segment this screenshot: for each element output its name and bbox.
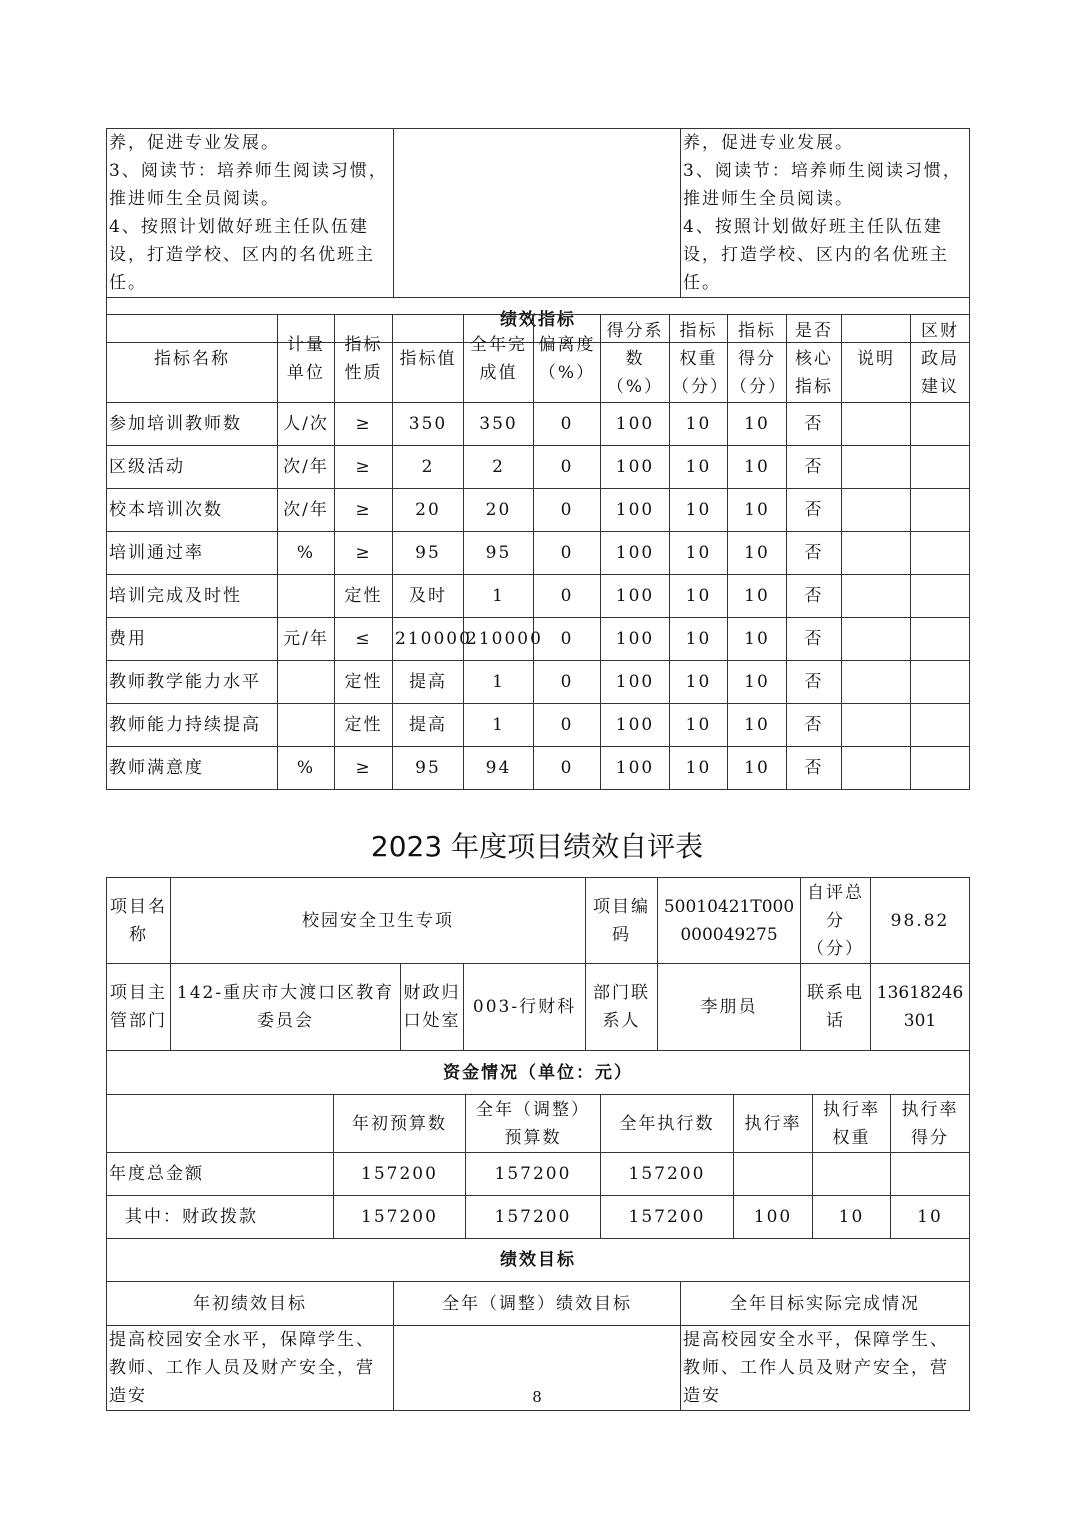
- table-cell: 100: [601, 532, 670, 575]
- office: 003-行财科: [464, 964, 586, 1051]
- column-header: 全年（调整）预算数: [466, 1095, 601, 1153]
- table-cell: 培训完成及时性: [107, 575, 278, 618]
- table-cell: [911, 403, 970, 446]
- table-cell: [842, 747, 911, 790]
- table-cell: [842, 661, 911, 704]
- table-cell: 157200: [334, 1153, 466, 1196]
- table-cell: 次/年: [278, 446, 335, 489]
- table-cell: [842, 704, 911, 747]
- table-cell: 210000: [393, 618, 464, 661]
- goal-initial-text: 养，促进专业发展。 3、阅读节：培养师生阅读习惯，推进师生全员阅读。 4、按照计划做好班主任队伍建设，打造学校、区内的名优班主任。: [107, 129, 394, 298]
- table-cell: 10: [670, 532, 728, 575]
- table-cell: [278, 704, 335, 747]
- indicators-table: [106, 314, 970, 790]
- table-cell: 否: [787, 403, 842, 446]
- table-cell: 100: [601, 661, 670, 704]
- dept: 142-重庆市大渡口区教育委员会: [171, 964, 401, 1051]
- table-cell: 10: [813, 1196, 891, 1239]
- table-cell: 10: [728, 618, 787, 661]
- table-cell: 年度总金额: [107, 1153, 334, 1196]
- goal-actual-text: 养，促进专业发展。 3、阅读节：培养师生阅读习惯，推进师生全员阅读。 4、按照计划做好班主任队伍建设，打造学校、区内的名优班主任。: [681, 129, 970, 298]
- table-cell: [911, 704, 970, 747]
- goals-header: 全年目标实际完成情况: [681, 1282, 970, 1326]
- table-row: [107, 489, 970, 532]
- phone: 13618246301: [871, 964, 970, 1051]
- table-cell: 否: [787, 704, 842, 747]
- table-cell: 157200: [334, 1196, 466, 1239]
- form-title: 2023 年度项目绩效自评表: [370, 830, 704, 863]
- table-cell: 20: [393, 489, 464, 532]
- table-cell: ≥: [335, 532, 393, 575]
- project-code: 50010421T000000049275: [658, 878, 801, 964]
- table-row: [107, 446, 970, 489]
- table-cell: 10: [728, 661, 787, 704]
- table-cell: 10: [670, 446, 728, 489]
- table-cell: ≥: [335, 489, 393, 532]
- table-cell: 10: [670, 618, 728, 661]
- indicators-section-header: 绩效指标: [107, 298, 970, 343]
- table-cell: 0: [534, 489, 601, 532]
- table-cell: [278, 575, 335, 618]
- table-cell: 10: [670, 661, 728, 704]
- goals-header: 全年（调整）绩效目标: [394, 1282, 681, 1326]
- table-row: [107, 747, 970, 790]
- table-cell: 95: [393, 747, 464, 790]
- table-cell: 其中：财政拨款: [107, 1196, 334, 1239]
- table-cell: %: [278, 747, 335, 790]
- self-score: 98.82: [871, 878, 970, 964]
- table-cell: 教师教学能力水平: [107, 661, 278, 704]
- table-cell: 否: [787, 532, 842, 575]
- table-row: [107, 1153, 970, 1196]
- table-cell: 10: [728, 747, 787, 790]
- table-cell: [842, 618, 911, 661]
- table-row: [107, 1196, 970, 1239]
- table-row: [107, 532, 970, 575]
- table-cell: ≥: [335, 747, 393, 790]
- column-header: 说明: [842, 315, 911, 403]
- table-cell: [813, 1153, 891, 1196]
- table-cell: 350: [393, 403, 464, 446]
- column-header: 指标权重（分）: [670, 315, 728, 403]
- table-cell: 0: [534, 532, 601, 575]
- table-cell: 0: [534, 704, 601, 747]
- goals-header: 年初绩效目标: [107, 1282, 394, 1326]
- table-cell: 100: [601, 575, 670, 618]
- table-row: [107, 403, 970, 446]
- funds-table: [106, 1094, 970, 1239]
- label: 财政归口处室: [401, 964, 464, 1051]
- table-cell: [842, 403, 911, 446]
- column-header: 指标性质: [335, 315, 393, 403]
- table-cell: 95: [393, 532, 464, 575]
- contact: 李朋员: [658, 964, 801, 1051]
- table-cell: [842, 532, 911, 575]
- table-cell: [891, 1153, 970, 1196]
- table-cell: 157200: [466, 1196, 601, 1239]
- table-cell: 10: [728, 489, 787, 532]
- top-text-table: [106, 128, 970, 343]
- table-cell: 94: [464, 747, 534, 790]
- table-cell: 1: [464, 661, 534, 704]
- column-header: 区财政局建议: [911, 315, 970, 403]
- column-header: 偏离度（%）: [534, 315, 601, 403]
- table-cell: 否: [787, 575, 842, 618]
- table-cell: 10: [670, 747, 728, 790]
- table-cell: 10: [728, 403, 787, 446]
- table-cell: 157200: [601, 1196, 734, 1239]
- table-cell: 否: [787, 747, 842, 790]
- column-header: 全年完成值: [464, 315, 534, 403]
- table-cell: 提高: [393, 704, 464, 747]
- table-cell: [911, 446, 970, 489]
- page-number: 8: [532, 1388, 542, 1406]
- table-cell: [842, 489, 911, 532]
- column-header: 指标值: [393, 315, 464, 403]
- column-header: 计量单位: [278, 315, 335, 403]
- table-cell: 10: [670, 403, 728, 446]
- table-cell: [911, 618, 970, 661]
- table-cell: [842, 446, 911, 489]
- project-info-table: [106, 877, 970, 1095]
- table-cell: 100: [601, 403, 670, 446]
- goals-table: [106, 1238, 970, 1411]
- table-cell: 95: [464, 532, 534, 575]
- goal-actual: 提高校园安全水平，保障学生、教师、工作人员及财产安全，营造安: [681, 1326, 970, 1411]
- column-header: 全年执行数: [601, 1095, 734, 1153]
- table-cell: 2: [393, 446, 464, 489]
- table-cell: 157200: [466, 1153, 601, 1196]
- table-cell: 否: [787, 618, 842, 661]
- table-cell: 10: [670, 489, 728, 532]
- table-row: [107, 661, 970, 704]
- table-cell: 培训通过率: [107, 532, 278, 575]
- table-cell: 否: [787, 446, 842, 489]
- table-cell: ≤: [335, 618, 393, 661]
- table-cell: 定性: [335, 661, 393, 704]
- column-header: 指标得分（分）: [728, 315, 787, 403]
- table-cell: 100: [601, 704, 670, 747]
- table-cell: 0: [534, 403, 601, 446]
- label: 部门联系人: [586, 964, 658, 1051]
- goal-adjusted-text: [394, 129, 681, 298]
- table-cell: [911, 661, 970, 704]
- table-cell: [911, 489, 970, 532]
- table-cell: [842, 575, 911, 618]
- table-cell: 提高: [393, 661, 464, 704]
- column-header: [107, 1095, 334, 1153]
- table-cell: [911, 532, 970, 575]
- table-cell: 20: [464, 489, 534, 532]
- table-cell: 0: [534, 747, 601, 790]
- table-cell: 0: [534, 446, 601, 489]
- table-cell: 100: [734, 1196, 813, 1239]
- table-cell: 次/年: [278, 489, 335, 532]
- table-cell: 教师能力持续提高: [107, 704, 278, 747]
- table-cell: 及时: [393, 575, 464, 618]
- table-row: [107, 618, 970, 661]
- label: 项目编码: [586, 878, 658, 964]
- column-header: 年初预算数: [334, 1095, 466, 1153]
- table-cell: 0: [534, 661, 601, 704]
- table-cell: 定性: [335, 704, 393, 747]
- table-cell: 100: [601, 446, 670, 489]
- label: 项目主管部门: [107, 964, 171, 1051]
- table-cell: 100: [601, 747, 670, 790]
- table-cell: 1: [464, 704, 534, 747]
- table-cell: %: [278, 532, 335, 575]
- table-cell: 否: [787, 489, 842, 532]
- table-cell: 10: [728, 704, 787, 747]
- column-header: 执行率: [734, 1095, 813, 1153]
- table-cell: [911, 575, 970, 618]
- table-cell: 人/次: [278, 403, 335, 446]
- funds-section-header: 资金情况（单位：元）: [107, 1051, 970, 1095]
- column-header: 是否核心指标: [787, 315, 842, 403]
- table-cell: 10: [670, 575, 728, 618]
- table-cell: 10: [728, 532, 787, 575]
- table-cell: 10: [728, 575, 787, 618]
- table-cell: 10: [670, 704, 728, 747]
- table-cell: 100: [601, 489, 670, 532]
- table-cell: 350: [464, 403, 534, 446]
- table-cell: [278, 661, 335, 704]
- project-name: 校园安全卫生专项: [171, 878, 586, 964]
- table-cell: [911, 747, 970, 790]
- table-cell: 2: [464, 446, 534, 489]
- table-cell: 100: [601, 618, 670, 661]
- table-cell: 参加培训教师数: [107, 403, 278, 446]
- column-header: 指标名称: [107, 315, 278, 403]
- table-cell: 10: [728, 446, 787, 489]
- goal-initial: 提高校园安全水平，保障学生、教师、工作人员及财产安全，营造安: [107, 1326, 394, 1411]
- column-header: 执行率得分: [891, 1095, 970, 1153]
- table-cell: 费用: [107, 618, 278, 661]
- table-cell: 1: [464, 575, 534, 618]
- table-cell: [734, 1153, 813, 1196]
- table-row: [107, 575, 970, 618]
- table-cell: 教师满意度: [107, 747, 278, 790]
- goals-section-header: 绩效目标: [107, 1239, 970, 1282]
- table-cell: 210000: [464, 618, 534, 661]
- column-header: 执行率权重: [813, 1095, 891, 1153]
- label: 项目名称: [107, 878, 171, 964]
- table-cell: 10: [891, 1196, 970, 1239]
- table-cell: 定性: [335, 575, 393, 618]
- table-cell: ≥: [335, 403, 393, 446]
- label: 自评总分（分）: [801, 878, 871, 964]
- table-cell: 校本培训次数: [107, 489, 278, 532]
- column-header: 得分系数（%）: [601, 315, 670, 403]
- table-row: [107, 704, 970, 747]
- label: 联系电话: [801, 964, 871, 1051]
- table-cell: 157200: [601, 1153, 734, 1196]
- table-cell: 0: [534, 618, 601, 661]
- table-cell: ≥: [335, 446, 393, 489]
- table-cell: 0: [534, 575, 601, 618]
- table-cell: 否: [787, 661, 842, 704]
- table-cell: 区级活动: [107, 446, 278, 489]
- table-cell: 元/年: [278, 618, 335, 661]
